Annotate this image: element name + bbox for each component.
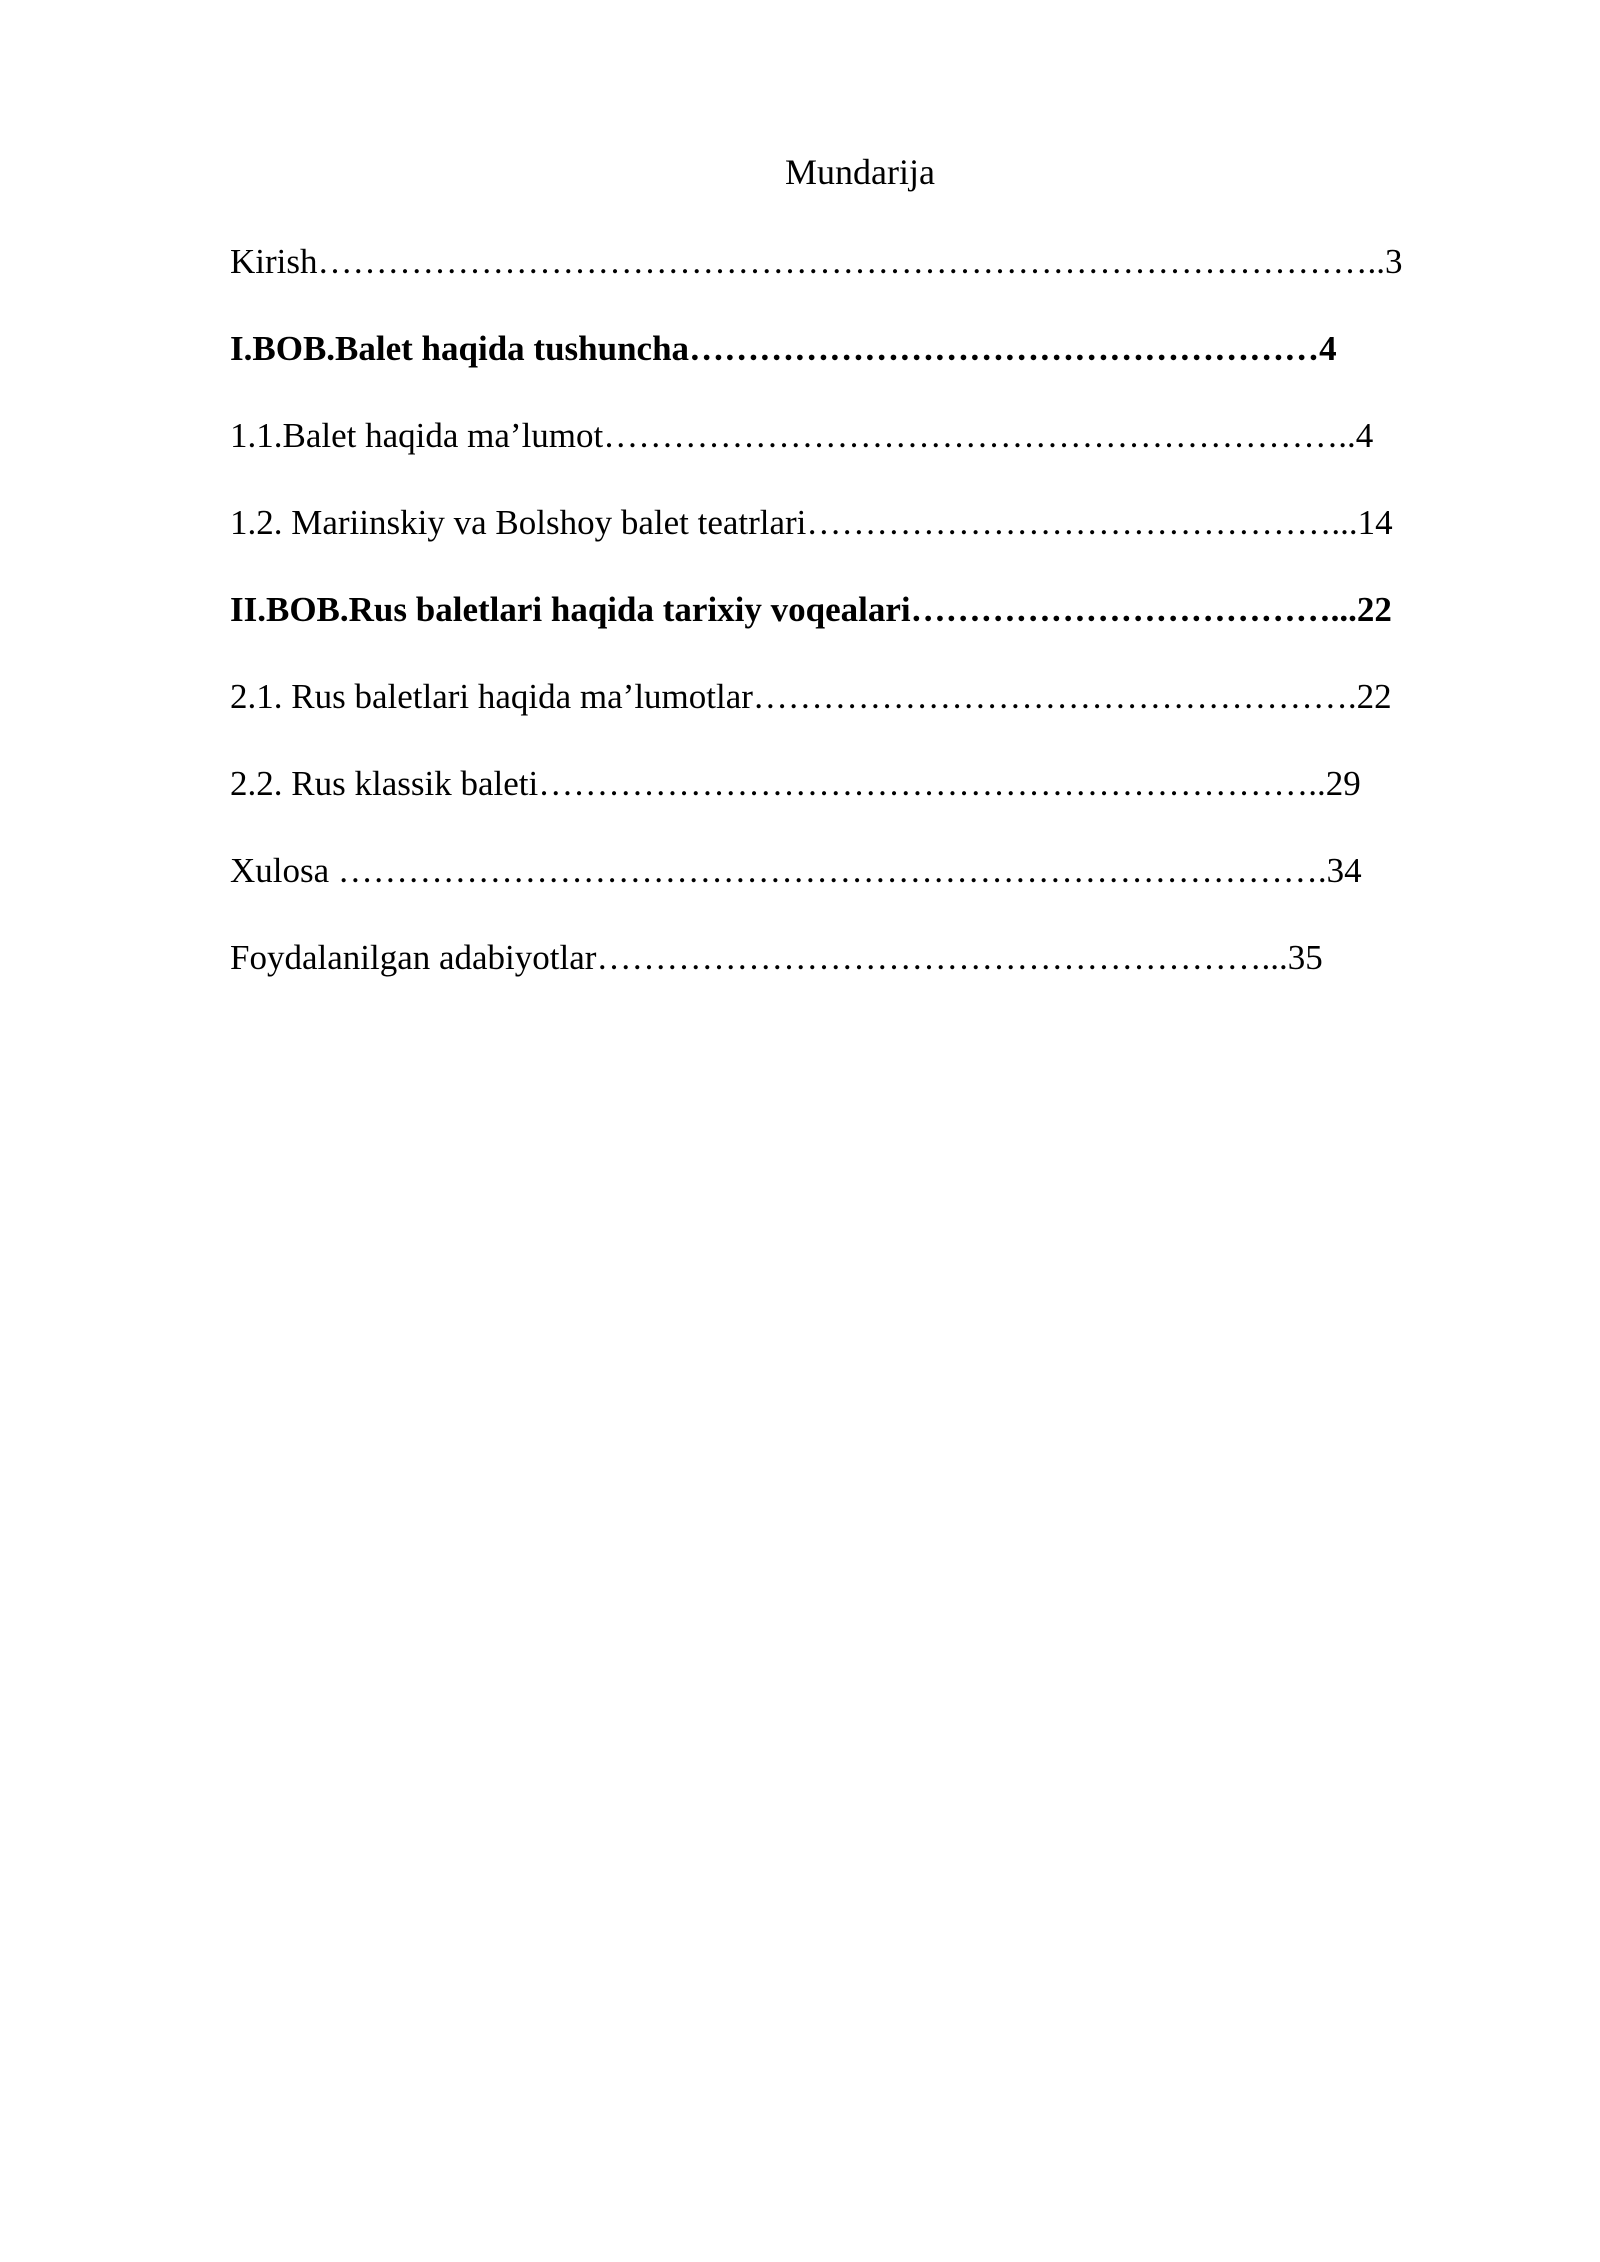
toc-entry-page: 14	[1357, 503, 1393, 542]
toc-title: Mundarija	[785, 152, 935, 192]
toc-list	[230, 238, 1403, 1021]
toc-entry	[230, 325, 1403, 412]
toc-entry-page: 22	[1356, 677, 1392, 716]
toc-entry-page: 29	[1325, 764, 1361, 803]
toc-entry-page: 34	[1326, 851, 1362, 890]
toc-entry-leader: ………………………………………………………..	[603, 416, 1356, 455]
toc-entry-label: 2.1. Rus baletlari haqida ma’lumotlar	[230, 677, 753, 716]
toc-entry-label: II.BOB.Rus baletlari haqida tarixiy voqealari	[230, 590, 911, 629]
toc-entry-label: I.BOB.Balet haqida tushuncha	[230, 329, 690, 368]
toc-entry-page: 35	[1287, 938, 1323, 977]
toc-entry-page: 3	[1385, 242, 1403, 281]
toc-entry	[230, 499, 1403, 586]
toc-entry	[230, 673, 1403, 760]
toc-entry-label: Foydalanilgan adabiyotlar	[230, 938, 597, 977]
toc-entry-label: Kirish	[230, 242, 318, 281]
toc-entry	[230, 934, 1403, 1021]
toc-entry-leader: ………………………………………...	[806, 503, 1358, 542]
toc-entry-label: 2.2. Rus klassik baleti	[230, 764, 539, 803]
toc-entry	[230, 238, 1403, 325]
toc-entry	[230, 586, 1403, 673]
toc-entry-leader: ………………………………………………………………………………..	[317, 242, 1385, 281]
toc-entry-page: 4	[1319, 329, 1337, 368]
toc-entry-leader: ………………………………………………………………………….	[337, 851, 1327, 890]
toc-entry-leader: ………………………………………………	[689, 329, 1320, 368]
toc-entry-leader: …………………………………………………...	[596, 938, 1288, 977]
toc-entry-leader: …………………………………………………………..	[538, 764, 1326, 803]
toc-entry-label: 1.1.Balet haqida ma’lumot	[230, 416, 604, 455]
toc-entry	[230, 760, 1403, 847]
toc-entry	[230, 847, 1403, 934]
toc-entry-label: Xulosa	[230, 851, 338, 890]
toc-entry-leader: …………………………………………….	[752, 677, 1357, 716]
toc-entry-leader: ………………………………...	[910, 590, 1357, 629]
toc-entry	[230, 412, 1403, 499]
toc-entry-label: 1.2. Mariinskiy va Bolshoy balet teatrlari	[230, 503, 807, 542]
toc-entry-page: 22	[1356, 590, 1392, 629]
toc-entry-page: 4	[1355, 416, 1374, 455]
